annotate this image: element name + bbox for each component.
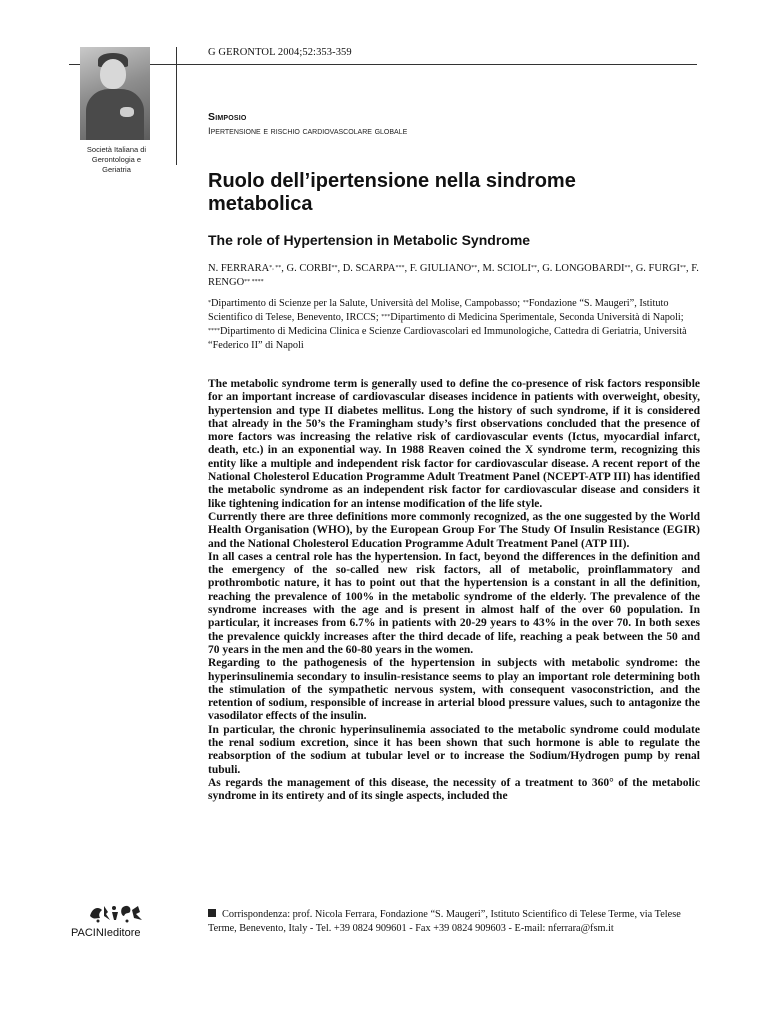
author: F. GIULIANO** bbox=[409, 263, 478, 274]
abstract-paragraph: Regarding to the pathogenesis of the hypertension in subjects with metabolic syndrome: the hyperinsulinemia secondary to insulin-resistance seems to play an important role determining both the stimulation of the sympathetic nervous system, with consequent vasoconstriction, and the retention of sodium, responsible of increase in arterial blood pressure values, such to antagonize the vasodilator effects of the insulin. bbox=[208, 657, 700, 723]
affiliation: Dipartimento di Scienze per la Salute, Università del Molise, Campobasso; bbox=[211, 298, 521, 309]
correspondence bbox=[208, 908, 700, 936]
section-name: Simposio bbox=[208, 111, 247, 123]
bullet-square-icon bbox=[208, 909, 216, 917]
abstract-paragraph: The metabolic syndrome term is generally used to define the co-presence of risk factors responsible for an important increase of cardiovascular diseases incidence in patients with overweight, obesity, hypertension and type II diabetes mellitus. Long the history of such syndrome, if it is considered that already in the 50’s the Framingham study’s first observations concluded that the presence of more factors was increasing the relative risk of cardiovascular events (Ictus, myocardial infarct, death, etc.) in an exponential way. In 1988 Reaven coined the X syndrome term, recognizing this entity like a multiple and independent risk factor for cardiovascular disease. A recent report of the National Cholesterol Education Programme Adult Treatment Panel (NCEPT-ATP III) has identified the metabolic syndrome as an independent risk factor for cardiovascular disease and considers it like tightening indication for an intense modification of the life style. bbox=[208, 378, 700, 510]
abstract-paragraph: In particular, the chronic hyperinsulinemia associated to the metabolic syndrome could modulate the renal sodium excretion, since it has been shown that such hormone is able to regulate the reabsorption of the sodium at tubular level or to increase the Sodium/Hydrogen pump by renal tubuli. bbox=[208, 723, 700, 776]
abstract bbox=[208, 378, 700, 804]
society-name: Società Italiana di Gerontologia e Geriatria bbox=[86, 145, 147, 174]
correspondence-text: Corrispondenza: prof. Nicola Ferrara, Fondazione “S. Maugeri”, Istituto Scientifico di Telese Terme, via Telese Terme, Benevento, Italy - Tel. +39 0824 909601 - Fax +39 0824 909603 - E-mail: nferrara@fsm.it bbox=[208, 909, 681, 934]
abstract-paragraph: In all cases a central role has the hypertension. In fact, beyond the differences in the definition and the emergency of the so-called new risk factors, all of metabolic, proinflammatory and prothrombotic nature, it has to point out that the hypertension is a constant in all the definition, reaching the prevalence of 100% in the metabolic syndrome of the elderly. The prevalence of the syndrome increases with the age and is present in almost half of the over 60 population. In particular, it increases from 6.7% in patients with 20-29 years to 43% in the over 70. In both sexes the prevalence quickly increases after the third decade of life, reaching a peak between the 50 and 70 years in the men and the 60-80 years in the women. bbox=[208, 550, 700, 656]
society-portrait-logo bbox=[80, 47, 150, 140]
journal-citation: G GERONTOL 2004;52:353-359 bbox=[208, 47, 352, 58]
author: G. LONGOBARDI** bbox=[542, 263, 631, 274]
article-subtitle: The role of Hypertension in Metabolic Syndrome bbox=[208, 232, 531, 248]
author: N. FERRARA*, ** bbox=[208, 263, 282, 274]
section-topic: Ipertensione e rischio cardiovascolare globale bbox=[208, 126, 408, 137]
affiliations: *Dipartimento di Scienze per la Salute, Università del Molise, Campobasso; **Fondazione “S. Maugeri”, Istituto Scientifico di Telese, Benevento, IRCCS; ***Dipartimento di Medicina Sperimentale, Seconda Università di Napoli; ****Dipartimento di Medicina Clinica e Scienze Cardiovascolari ed Immunologiche, Cattedra di Geriatria, Università “Federico II” di Napoli bbox=[208, 298, 687, 351]
author: G. FURGI** bbox=[635, 263, 687, 274]
author: M. SCIOLI** bbox=[482, 263, 537, 274]
publisher-name: PACINIeditore bbox=[71, 927, 141, 939]
abstract-paragraph: As regards the management of this disease, the necessity of a treatment to 360° of the metabolic syndrome in its entirety and of its single aspects, included the bbox=[208, 776, 700, 803]
header-vertical-rule bbox=[176, 47, 177, 165]
publisher-logo-icon bbox=[86, 902, 146, 924]
author: G. CORBI** bbox=[286, 263, 338, 274]
author: D. SCARPA*** bbox=[342, 263, 405, 274]
affiliation: Fondazione “S. Maugeri”, Istituto Scientifico di Telese, Benevento, IRCCS; bbox=[208, 298, 669, 323]
abstract-paragraph: Currently there are three definitions more commonly recognized, as the one suggested by the World Health Organisation (WHO), by the European Group For The Study Of Insulin Resistance (EGIR) and the National Cholesterol Education Programme Adult Treatment Panel (ATP III). bbox=[208, 510, 700, 550]
author: F. RENGO** **** bbox=[208, 263, 699, 288]
header-rule bbox=[69, 64, 697, 65]
author-list: N. FERRARA*, **, G. CORBI**, D. SCARPA***, F. GIULIANO**, M. SCIOLI**, G. LONGOBARDI**, G. FURGI**, F. RENGO** **** bbox=[208, 263, 699, 288]
article-title: Ruolo dell’ipertensione nella sindrome metabolica bbox=[208, 170, 576, 215]
affiliation: Dipartimento di Medicina Sperimentale, Seconda Università di Napoli; bbox=[390, 312, 684, 323]
affiliation: Dipartimento di Medicina Clinica e Scienze Cardiovascolari ed Immunologiche, Cattedra di Geriatria, Università “Federico II” di Napoli bbox=[208, 326, 687, 351]
